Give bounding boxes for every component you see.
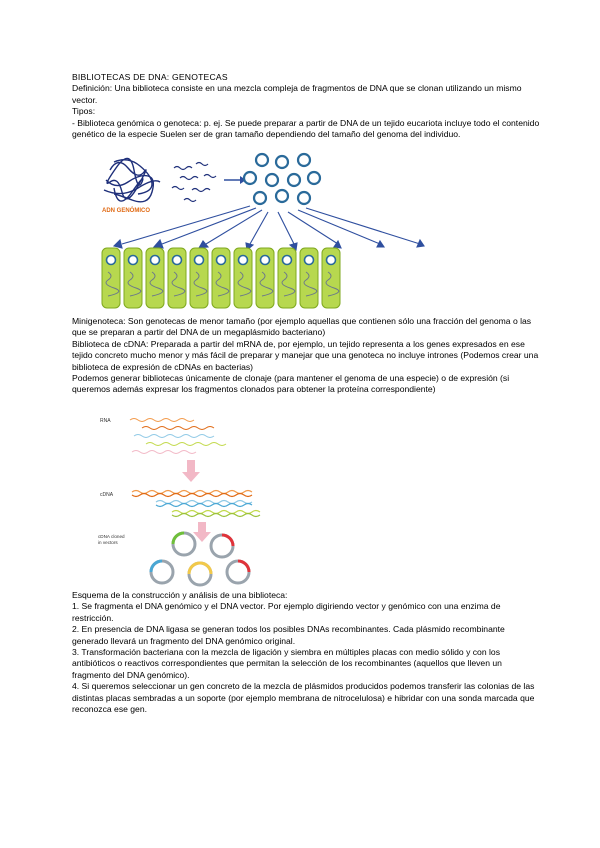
bacterium-icon: [256, 248, 274, 308]
genomic-dna-tangle-icon: [104, 158, 160, 201]
mrna-strands-icon: [130, 419, 226, 454]
rna-label: RNA: [100, 418, 111, 424]
definition-paragraph: [72, 83, 542, 106]
bacterium-icon: [278, 248, 296, 308]
genomic-dna-label: ADN GENÓMICO: [102, 208, 150, 214]
esquema-section: [72, 590, 542, 715]
bacterium-icon: [102, 248, 120, 308]
dna-fragments-icon: [172, 163, 216, 202]
in-vectors-label: in vectors: [98, 540, 118, 545]
bacterium-icon: [190, 248, 208, 308]
down-arrow-icon: [193, 522, 211, 542]
cloned-vectors-icon: [151, 533, 249, 585]
bacteria-row: [102, 248, 340, 308]
tipos-label: Tipos:: [72, 106, 96, 117]
definition-text: Una biblioteca consiste en una mezcla compleja de fragmentos de DNA que se clonan utilizando un mismo vector.: [72, 83, 522, 105]
minigenoteca-paragraph: Minigenoteca: Son genotecas de menor tamaño (por ejemplo aquellas que contienen sólo una fracción del genoma o las que se preparan a partir del DNA de un megaplásmido bacteriano): [72, 316, 532, 338]
bacterium-icon: [168, 248, 186, 308]
cdna-cloned-label: cDNA cloned: [98, 534, 125, 539]
minigenoteca-section: [72, 316, 542, 396]
cdna-library-figure: [96, 412, 286, 590]
fan-arrows-icon: [114, 206, 424, 250]
bacterium-icon: [212, 248, 230, 308]
podemos-paragraph: Podemos generar bibliotecas únicamente de clonaje (para mantener el genoma de una especie) o de expresión (si queremos además expresar los fragmentos clonados para obtener la proteína correspondiente): [72, 373, 510, 395]
bacterium-icon: [300, 248, 318, 308]
cdna-library-paragraph: Biblioteca de cDNA: Preparada a partir del mRNA de, por ejemplo, un tejido representa a los genes expresados en ese tejido concreto mucho menor y más fácil de preparar y manejar que una genoteca no incluye intrones (Podemos crear una biblioteca de expresión de cDNAs en bacterias): [72, 338, 539, 372]
cdna-label: cDNA: [100, 492, 114, 498]
cdna-strands-icon: [132, 491, 260, 517]
step-item: 2. En presencia de DNA ligasa se generan todos los posibles DNAs recombinantes. Cada plásmido recombinante generado llevará un fragmento del DNA genómico original.: [72, 624, 505, 646]
genoteca-paragraph: - Biblioteca genómica o genoteca: p. ej. Se puede preparar a partir de DNA de un tejido eucariota incluye todo el contenido genético de la especie Suelen ser de gran tamaño dependiendo del tamaño del genoma del individuo.: [72, 117, 540, 140]
arrow-to-plasmids-icon: [224, 176, 246, 184]
step-item: 3. Transformación bacteriana con la mezcla de ligación y siembra en múltiples placas con medio sólido y con los antibióticos o reactivos correspondientes que permitan la selección de los recombinantes (aquellos que lleven un fragmento del DNA genómico).: [72, 647, 502, 680]
down-arrow-icon: [182, 460, 200, 482]
esquema-title: Esquema de la construcción y análisis de una biblioteca:: [72, 590, 288, 600]
bacterium-icon: [234, 248, 252, 308]
step-item: 4. Si queremos seleccionar un gen concreto de la mezcla de plásmidos producidos podemos transferir las colonias de las distintas placas sembradas a un soporte (por ejemplo membrana de nitrocelulosa) e hibridar con una sonda marcada que reconozca ese gen.: [72, 681, 535, 715]
step-item: 1. Se fragmenta el DNA genómico y el DNA vector. Por ejemplo digiriendo vector y genómico con una enzima de restricción.: [72, 601, 501, 623]
recombinant-plasmids-icon: [244, 154, 320, 204]
genomic-library-figure: [100, 150, 540, 312]
definition-label: Definición:: [72, 83, 113, 94]
document-title: BIBLIOTECAS DE DNA: GENOTECAS: [72, 72, 228, 82]
bacterium-icon: [124, 248, 142, 308]
bacterium-icon: [322, 248, 340, 308]
intro-section: [72, 72, 542, 140]
bacterium-icon: [146, 248, 164, 308]
